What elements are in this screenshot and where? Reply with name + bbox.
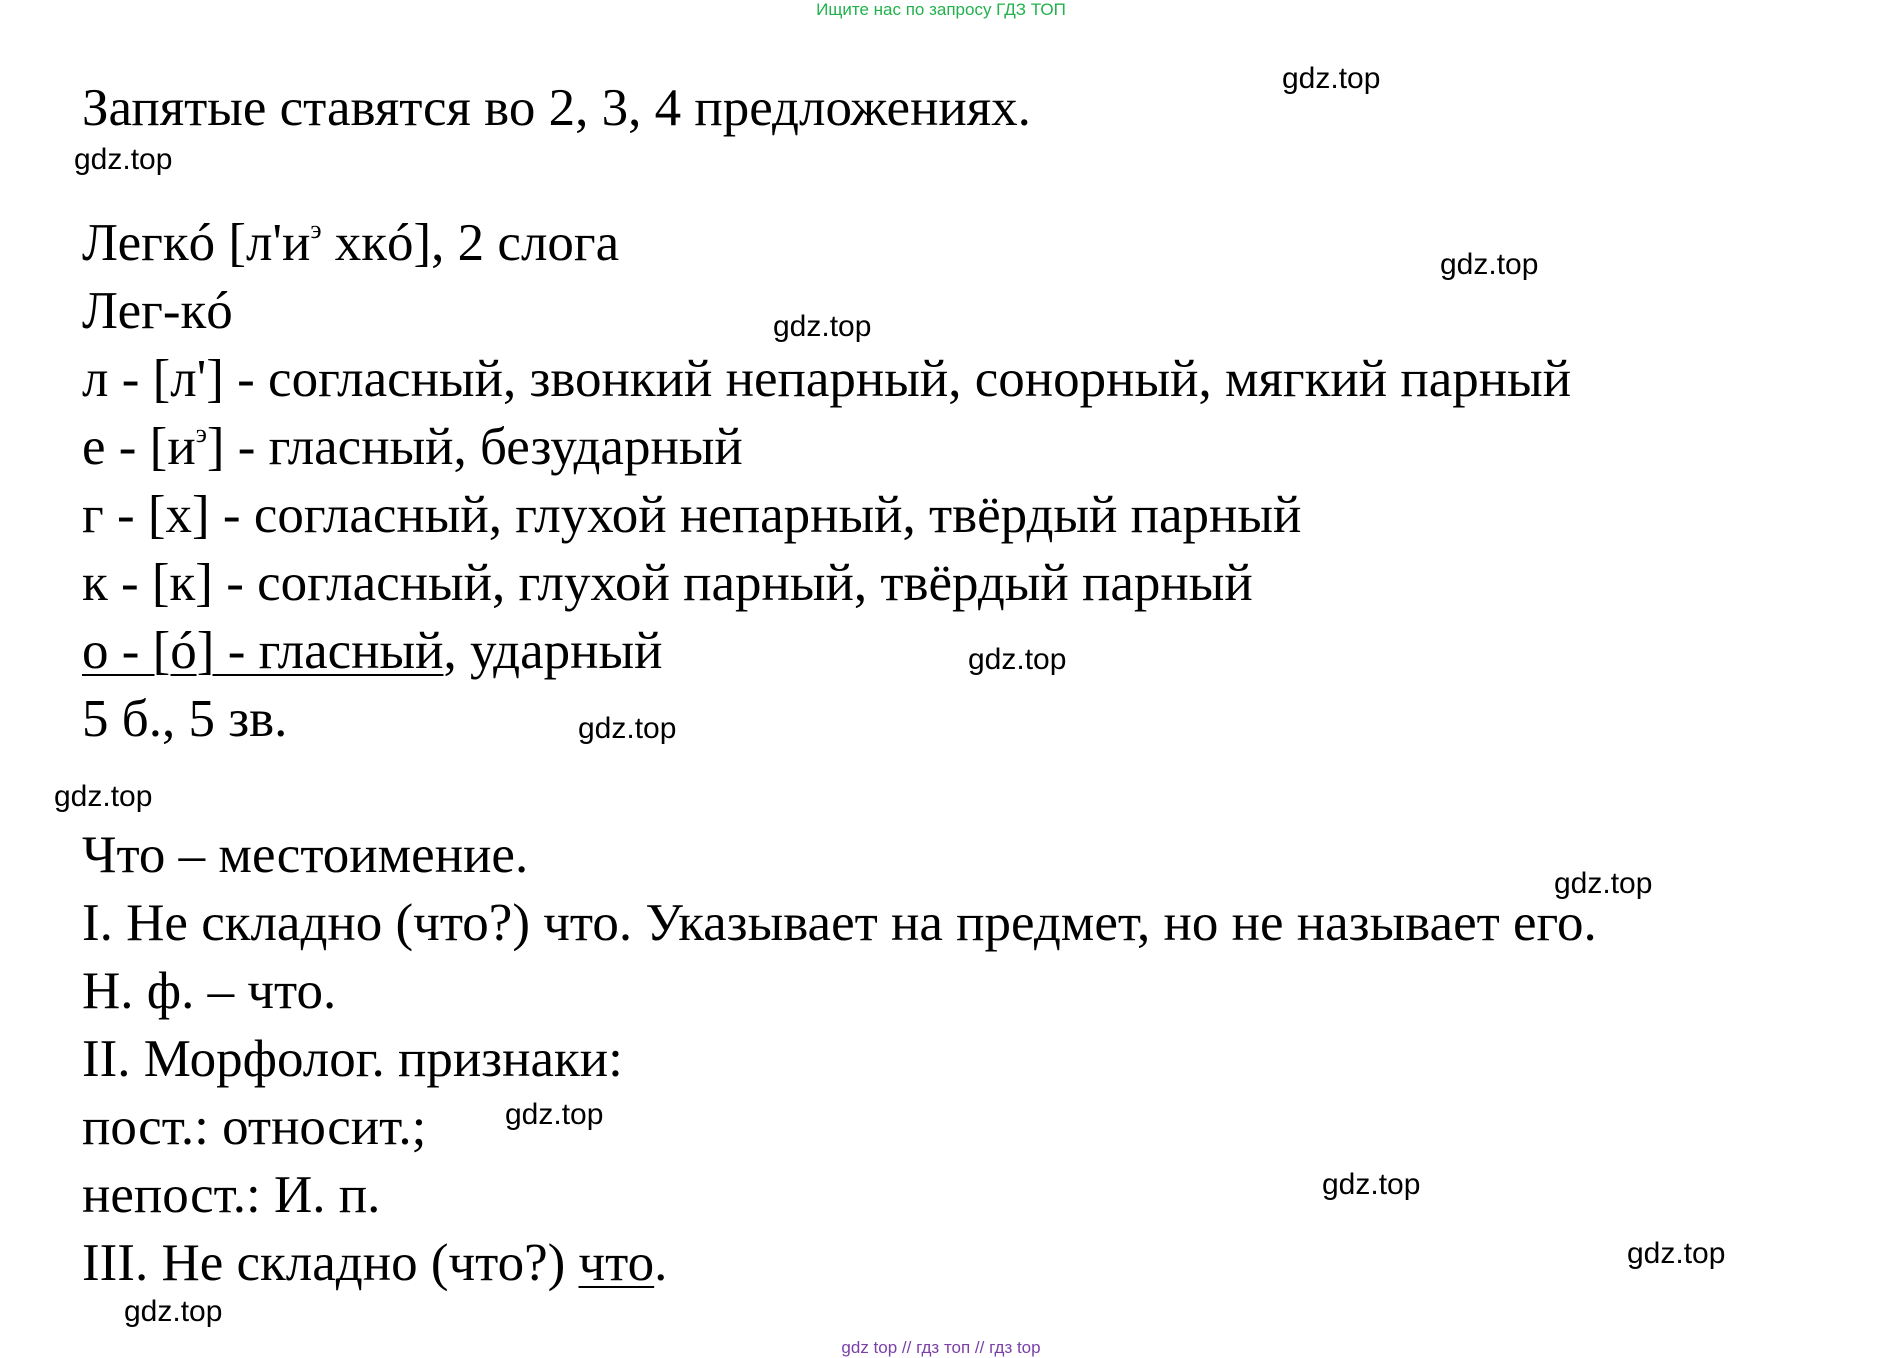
transcription-part: хкó], 2 слога [321, 214, 620, 272]
text-line-commas: Запятые ставятся во 2, 3, 4 предложениях. [82, 79, 1031, 137]
section-3-part: III. Не складно (что?) [82, 1234, 579, 1292]
watermark: gdz.top [773, 310, 872, 343]
letter-o-part: , ударный [443, 622, 663, 680]
letter-e-superscript: э [195, 419, 207, 448]
text-line-word-transcription [82, 213, 619, 273]
watermark: gdz.top [578, 712, 677, 745]
text-line-variable-features: непост.: И. п. [82, 1166, 381, 1224]
section-3-part: . [654, 1234, 668, 1292]
text-line-letter-g: г - [х] - согласный, глухой непарный, твёрдый парный [82, 486, 1302, 544]
top-banner: Ищите нас по запросу ГДЗ ТОП [816, 0, 1066, 19]
transcription-superscript: э [310, 215, 322, 244]
text-line-letter-l: л - [л'] - согласный, звонкий непарный, сонорный, мягкий парный [82, 350, 1572, 408]
watermark: gdz.top [54, 780, 153, 813]
text-line-pronoun: Что – местоимение. [82, 826, 529, 884]
watermark: gdz.top [1282, 62, 1381, 95]
text-line-letter-k: к - [к] - согласный, глухой парный, твёрдый парный [82, 554, 1253, 612]
footer-links: gdz top // гдз топ // гдз top [841, 1338, 1041, 1357]
watermark: gdz.top [1627, 1237, 1726, 1270]
letter-e-part: е - [и [82, 418, 196, 476]
text-line-section-3 [82, 1233, 667, 1293]
text-line-letter-e [82, 417, 743, 477]
watermark: gdz.top [124, 1295, 223, 1328]
text-line-constant-features: пост.: относит.; [82, 1098, 427, 1156]
watermark: gdz.top [1322, 1168, 1421, 1201]
text-line-initial-form: Н. ф. – что. [82, 962, 337, 1020]
watermark: gdz.top [74, 143, 173, 176]
underlined-text: о - [ó] - гласный [82, 622, 444, 680]
text-line-section-2: II. Морфолог. признаки: [82, 1030, 623, 1088]
underlined-text: что [578, 1234, 655, 1292]
watermark: gdz.top [505, 1098, 604, 1131]
text-line-section-1: I. Не складно (что?) что. Указывает на предмет, но не называет его. [82, 894, 1597, 952]
letter-e-part: ] - гласный, безударный [206, 418, 743, 476]
text-line-counts: 5 б., 5 зв. [82, 690, 288, 748]
transcription-part: Легкó [л'и [82, 214, 311, 272]
watermark: gdz.top [968, 643, 1067, 676]
watermark: gdz.top [1440, 248, 1539, 281]
text-line-letter-o [82, 621, 662, 681]
watermark: gdz.top [1554, 867, 1653, 900]
text-line-syllables: Лег-кó [82, 282, 233, 340]
